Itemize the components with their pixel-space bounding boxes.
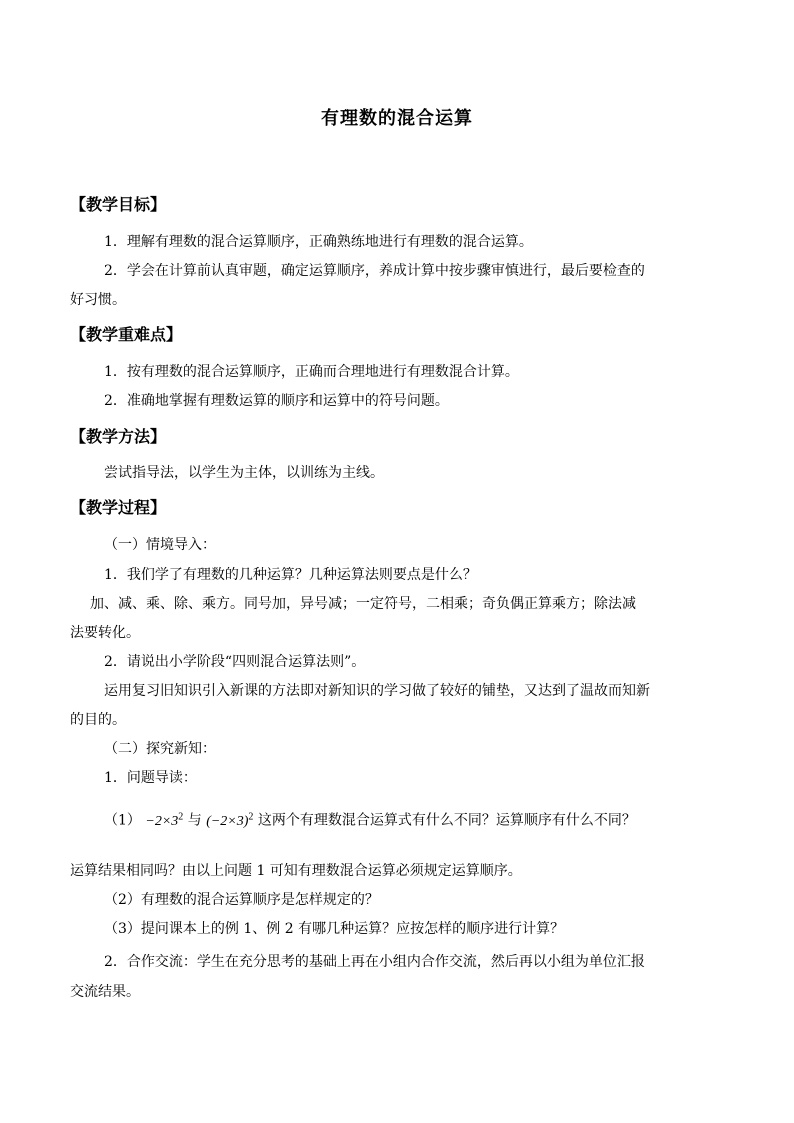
process-after-line-1: 运算结果相同吗？由以上问题 1 可知有理数混合运算必须规定运算顺序。 <box>70 863 522 879</box>
heading-process: 【教学过程】 <box>70 498 167 517</box>
process-after-line-2: （2）有理数的混合运算顺序是怎样规定的？ <box>104 892 379 908</box>
goal-item-2: 2．学会在计算前认真审题，确定运算顺序，养成计算中按步骤审慎进行，最后要检查的 <box>104 263 645 279</box>
methods-text: 尝试指导法，以学生为主体，以训练为主线。 <box>104 465 384 481</box>
process-line-7: 的目的。 <box>70 712 126 728</box>
math-expression-a: $-2\times 3^2$ <box>145 811 184 829</box>
process-line-1: （一）情境导入： <box>104 537 216 553</box>
process-line-2: 1．我们学了有理数的几种运算？几种运算法则要点是什么？ <box>104 567 477 583</box>
question-1-connector: 与 <box>187 812 202 829</box>
process-line-5: 2．请说出小学阶段“四则混合运算法则”。 <box>104 654 366 670</box>
process-line-8: （二）探究新知： <box>104 741 216 757</box>
heading-key-points: 【教学重难点】 <box>70 325 183 344</box>
question-1-prefix: （1） <box>104 812 141 829</box>
process-line-6: 运用复习旧知识引入新课的方法即对新知识的学习做了较好的铺垫，又达到了温故而知新 <box>104 683 650 699</box>
math-expression-b: $(-2\times 3)^2$ <box>206 811 254 829</box>
heading-methods: 【教学方法】 <box>70 427 167 446</box>
process-after-line-5: 交流结果。 <box>70 984 140 1000</box>
document-title: 有理数的混合运算 <box>321 108 473 129</box>
process-line-9: 1．问题导读： <box>104 770 197 786</box>
process-line-3: 加、减、乘、除、乘方。同号加，异号减；一定符号，二相乘；奇负偶正算乘方；除法减 <box>90 596 636 612</box>
heading-goals: 【教学目标】 <box>70 195 167 214</box>
process-line-4: 法要转化。 <box>70 625 140 641</box>
process-after-line-3: （3）提问课本上的例 1、例 2 有哪几种运算？应按怎样的顺序进行计算？ <box>104 921 565 937</box>
goal-item-2-cont: 好习惯。 <box>70 292 126 308</box>
goal-item-1: 1．理解有理数的混合运算顺序，正确熟练地进行有理数的混合运算。 <box>104 234 533 250</box>
question-1 <box>104 807 636 832</box>
process-after-line-4: 2．合作交流：学生在充分思考的基础上再在小组内合作交流，然后再以小组为单位汇报 <box>104 954 645 970</box>
key-point-item-2: 2．准确地掌握有理数运算的顺序和运算中的符号问题。 <box>104 393 449 409</box>
question-1-suffix: 这两个有理数混合运算式有什么不同？运算顺序有什么不同？ <box>257 812 636 829</box>
key-point-item-1: 1．按有理数的混合运算顺序，正确而合理地进行有理数混合计算。 <box>104 364 519 380</box>
